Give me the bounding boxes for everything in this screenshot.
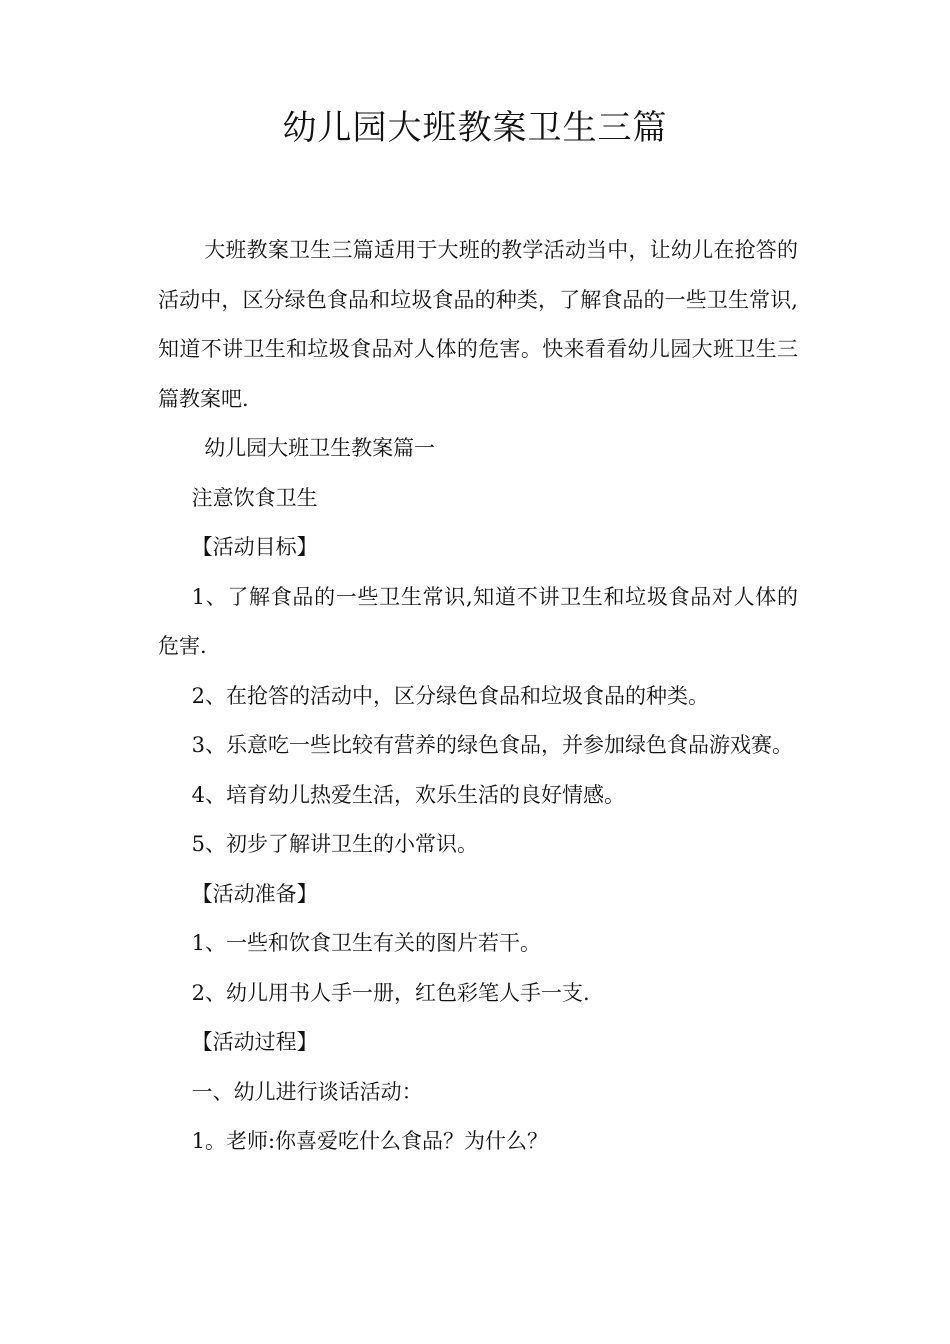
goals-heading: 【活动目标】 [191,535,318,559]
goal-item: 1、了解食品的一些卫生常识,知道不讲卫生和垃圾食品对人体的危害. [158,584,798,658]
document-body [158,226,798,1167]
process-step: 一、幼儿进行谈话活动： [191,1079,423,1104]
document-title: 幼儿园大班教案卫生三篇 [282,108,668,148]
section-heading: 幼儿园大班卫生教案篇一 [204,436,436,460]
goal-item: 5、初步了解讲卫生的小常识。 [191,832,478,856]
intro-paragraph: 大班教案卫生三篇适用于大班的教学活动当中，让幼儿在抢答的活动中，区分绿色食品和垃圾食品的种类，了解食品的一些卫生常识,知道不讲卫生和垃圾食品对人体的危害。快来看看幼儿园大班卫生三篇教案吧. [158,238,798,411]
preparation-heading: 【活动准备】 [191,881,318,906]
preparation-item: 2、幼儿用书人手一册，红色彩笔人手一支. [191,980,590,1005]
goal-item: 3、乐意吃一些比较有营养的绿色食品，并参加绿色食品游戏赛。 [191,733,793,757]
goal-item: 2、在抢答的活动中，区分绿色食品和垃圾食品的种类。 [191,683,709,708]
process-heading: 【活动过程】 [191,1030,318,1054]
process-question: 1。老师:你喜爱吃什么食品？为什么？ [191,1129,549,1153]
lesson-title: 注意饮食卫生 [191,485,318,510]
preparation-item: 1、一些和饮食卫生有关的图片若干。 [191,931,541,955]
goal-item: 4、培育幼儿热爱生活，欢乐生活的良好情感。 [191,782,625,807]
